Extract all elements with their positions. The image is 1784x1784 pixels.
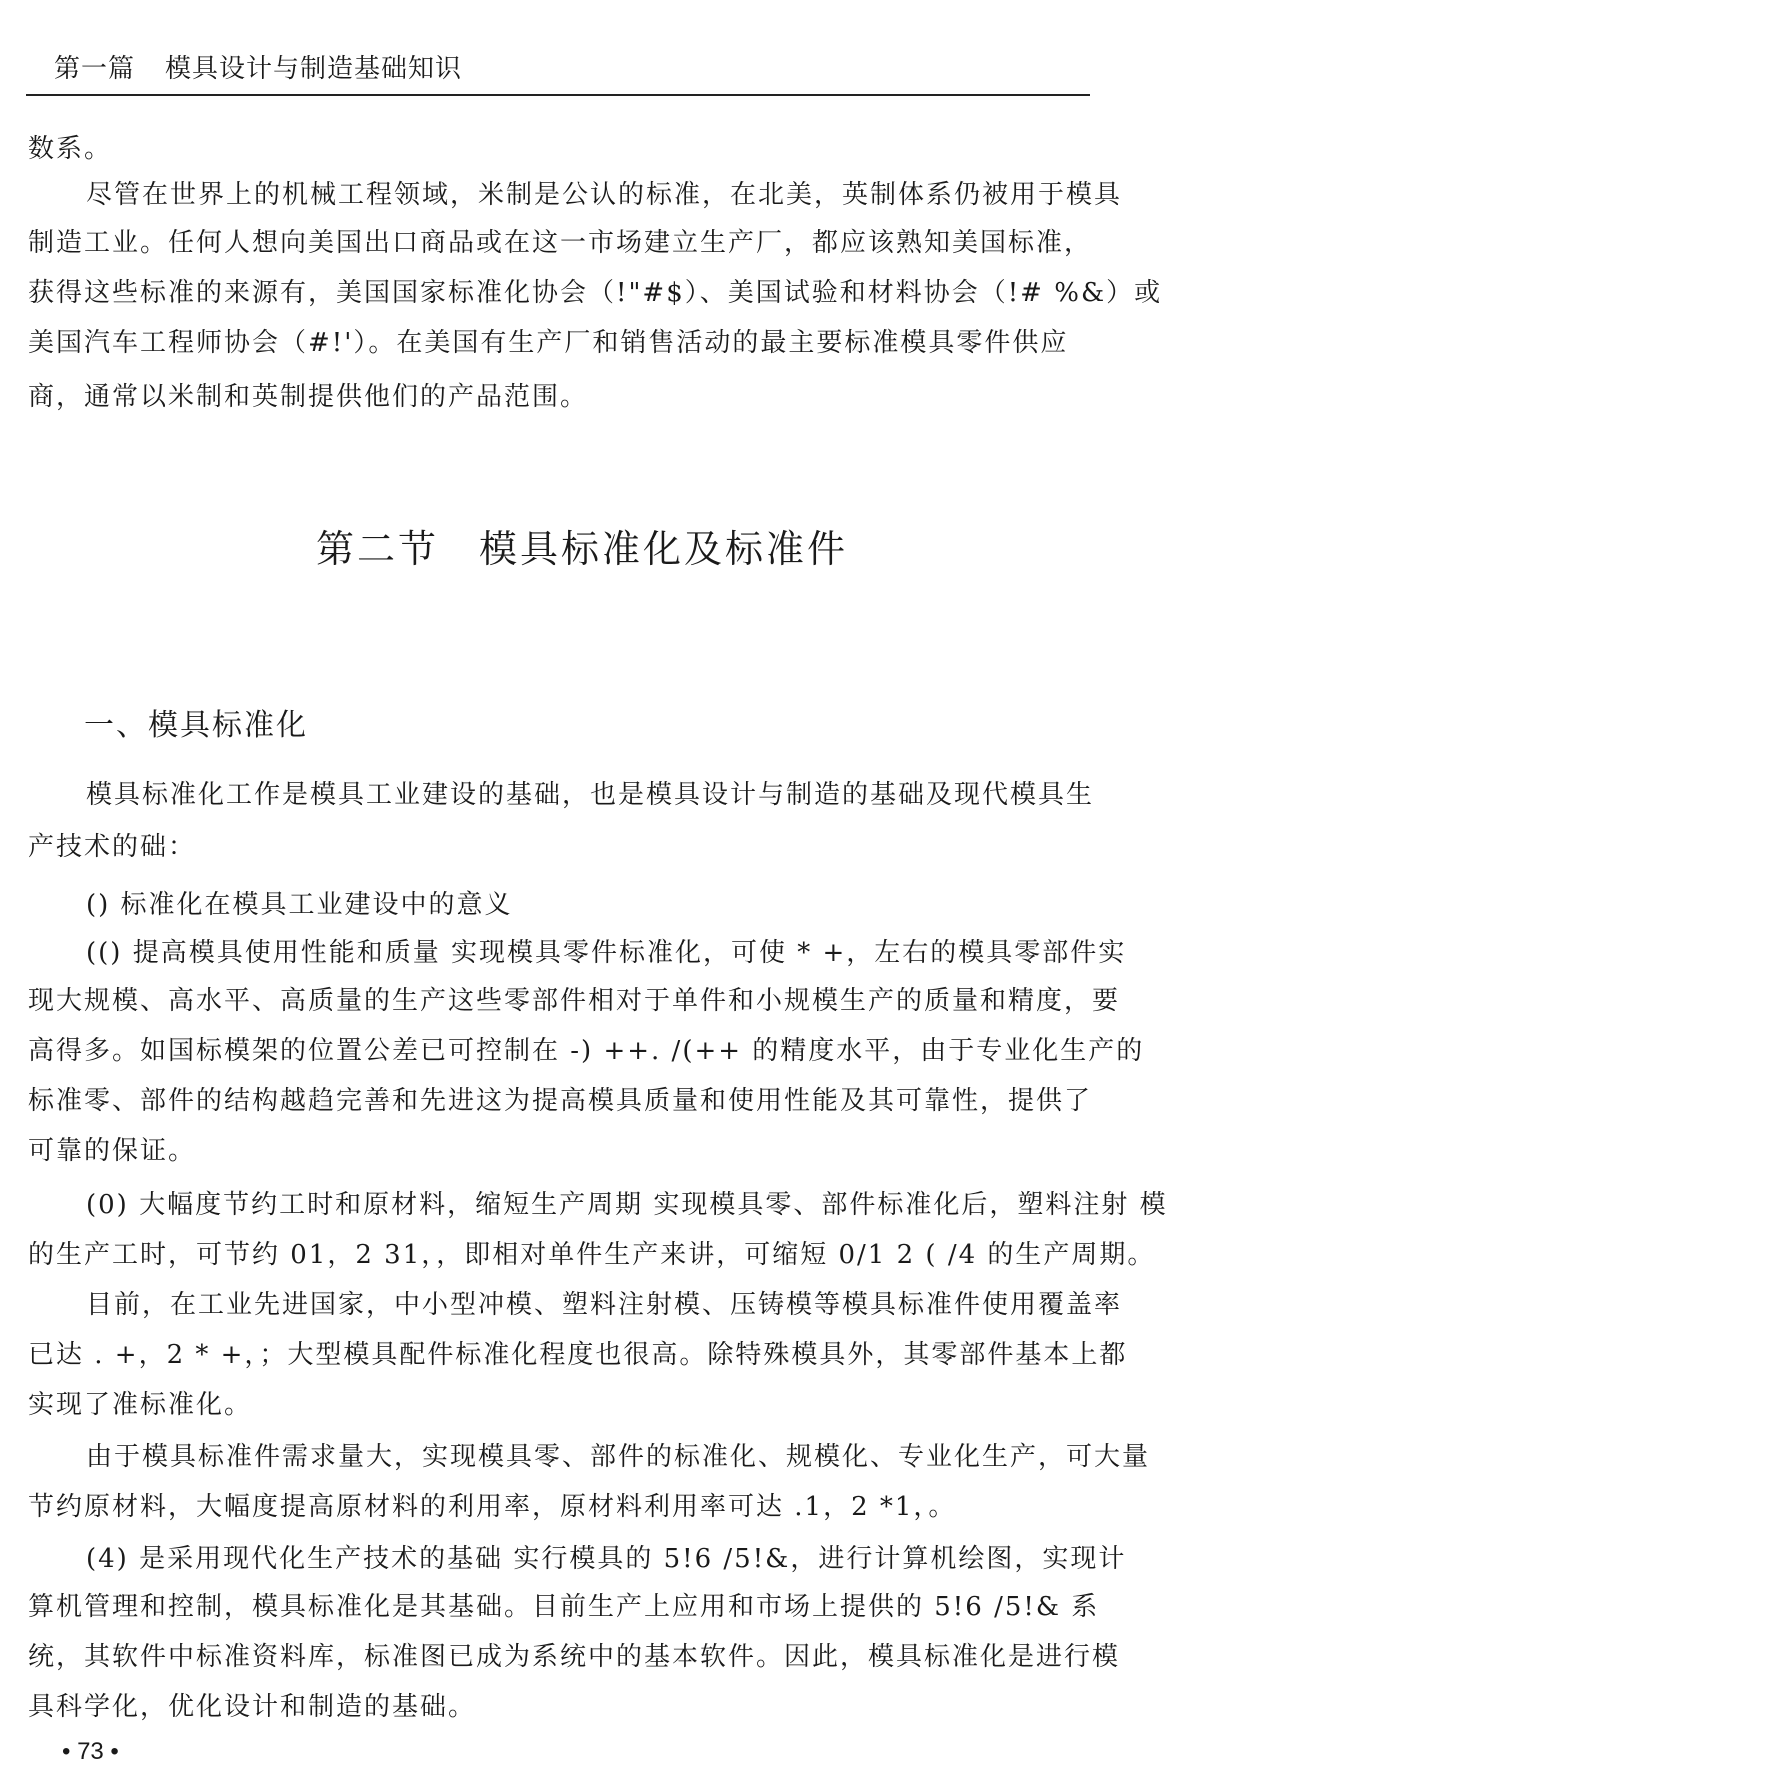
header-rule bbox=[26, 94, 1090, 96]
text-line: 算机管理和控制，模具标准化是其基础。目前生产上应用和市场上提供的 5!6 /5!& 系 bbox=[28, 1592, 1100, 1622]
running-header bbox=[54, 48, 462, 85]
text-line: 已达 . +，2 * +，；大型模具配件标准化程度也很高。除特殊模具外，其零部件基本上都 bbox=[28, 1340, 1128, 1370]
text-line: 标准零、部件的结构越趋完善和先进这为提高模具质量和使用性能及其可靠性，提供了 bbox=[28, 1086, 1093, 1116]
text-line: 模具标准化工作是模具工业建设的基础，也是模具设计与制造的基础及现代模具生 bbox=[86, 780, 1095, 810]
text-line: 实现了准标准化。 bbox=[28, 1390, 253, 1420]
text-line: 具科学化，优化设计和制造的基础。 bbox=[28, 1692, 477, 1722]
text-line: 制造工业。任何人想向美国出口商品或在这一市场建立生产厂，都应该熟知美国标准， bbox=[28, 228, 1093, 258]
text-line: 获得这些标准的来源有，美国国家标准化协会（!"#$）、美国试验和材料协会（!# %&）或 bbox=[28, 278, 1163, 308]
text-line: 现大规模、高水平、高质量的生产这些零部件相对于单件和小规模生产的质量和精度，要 bbox=[28, 986, 1121, 1016]
text-line: 节约原材料，大幅度提高原材料的利用率，原材料利用率可达 .1，2 *1，。 bbox=[28, 1492, 957, 1522]
book-title: 模具设计与制造基础知识 bbox=[165, 54, 463, 84]
subsection-heading: 一、模具标准化 bbox=[84, 708, 308, 743]
text-line: (0) 大幅度节约工时和原材料，缩短生产周期 实现模具零、部件标准化后，塑料注射 模 bbox=[86, 1190, 1168, 1220]
text-line: 商，通常以米制和英制提供他们的产品范围。 bbox=[28, 382, 589, 412]
part-label: 第一篇 bbox=[54, 54, 136, 84]
text-line: 尽管在世界上的机械工程领域，米制是公认的标准，在北美，英制体系仍被用于模具 bbox=[86, 180, 1123, 210]
text-line: 可靠的保证。 bbox=[28, 1136, 197, 1166]
text-line: (4) 是采用现代化生产技术的基础 实行模具的 5!6 /5!&，进行计算机绘图，实现计 bbox=[86, 1544, 1127, 1574]
text-line: 产技术的础： bbox=[28, 832, 197, 862]
text-line: 由于模具标准件需求量大，实现模具零、部件的标准化、规模化、专业化生产，可大量 bbox=[86, 1442, 1151, 1472]
text-line: 美国汽车工程师协会（#!'）。在美国有生产厂和销售活动的最主要标准模具零件供应 bbox=[28, 328, 1069, 358]
text-line: (() 提高模具使用性能和质量 实现模具零件标准化，可使 * +，左右的模具零部件实 bbox=[86, 938, 1127, 968]
section-title: 模具标准化及标准件 bbox=[479, 527, 849, 571]
text-line: 高得多。如国标模架的位置公差已可控制在 -) ++. /(++ 的精度水平，由于专业化生产的 bbox=[28, 1036, 1145, 1066]
section-number: 第二节 bbox=[316, 527, 440, 571]
text-line: 统，其软件中标准资料库，标准图已成为系统中的基本软件。因此，模具标准化是进行模 bbox=[28, 1642, 1121, 1672]
text-line: 的生产工时，可节约 01，2 31，，即相对单件生产来讲，可缩短 0/1 2 ( /4 的生产周期。 bbox=[28, 1240, 1156, 1270]
section-heading bbox=[316, 518, 848, 573]
text-line: 目前，在工业先进国家，中小型冲模、塑料注射模、压铸模等模具标准件使用覆盖率 bbox=[86, 1290, 1123, 1320]
text-line: () 标准化在模具工业建设中的意义 bbox=[86, 890, 513, 920]
text-line: 数系。 bbox=[28, 134, 113, 164]
page-number: • 73 • bbox=[62, 1738, 119, 1765]
